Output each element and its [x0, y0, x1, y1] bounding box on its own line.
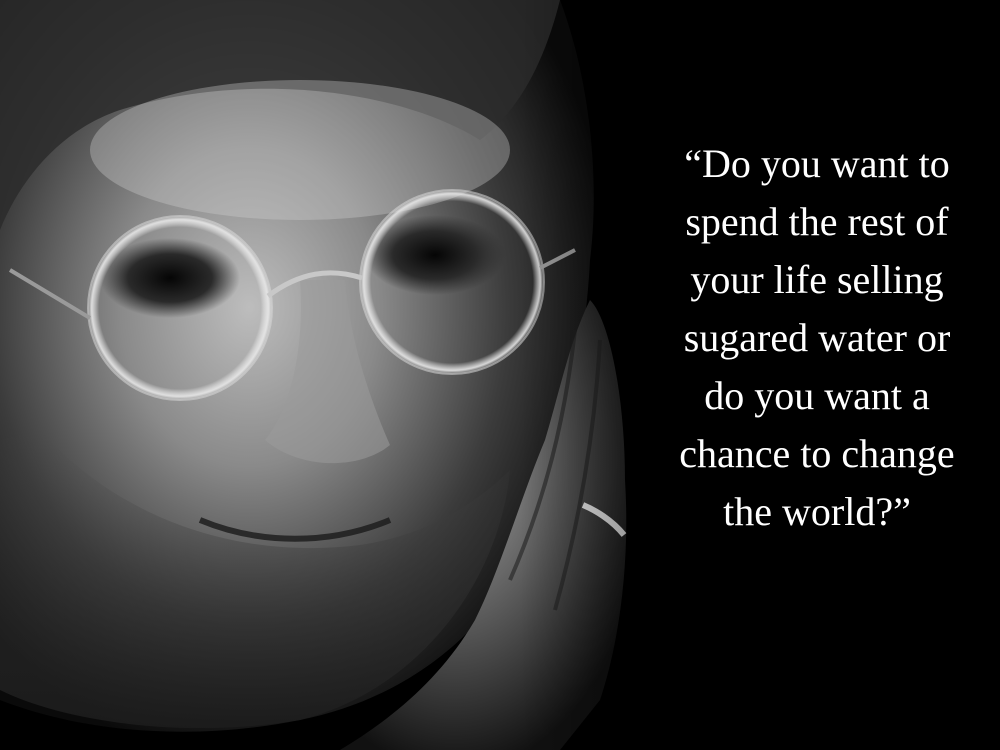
quote-line: the world?” — [723, 489, 911, 534]
quote-line: your life selling — [690, 257, 944, 302]
quote-line: sugared water or — [683, 315, 951, 360]
quote-line: spend the rest of — [685, 199, 949, 244]
quote-line: chance to change — [679, 431, 955, 476]
quote-text — [636, 135, 998, 541]
quote-line: do you want a — [704, 373, 930, 418]
quote-line: “Do you want to — [684, 141, 950, 186]
